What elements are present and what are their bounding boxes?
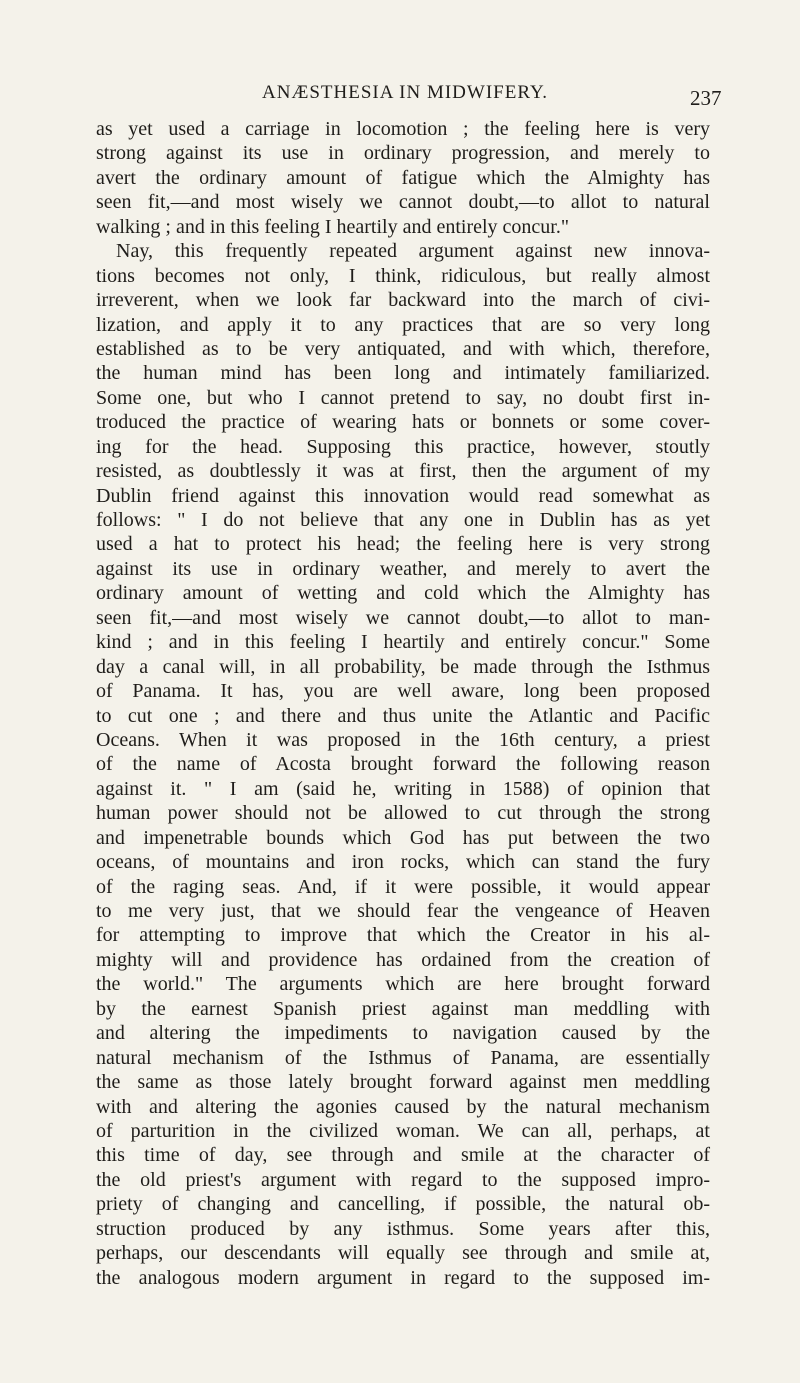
text-line: seen fit,—and most wisely we cannot doubt,—to allot to man-: [96, 606, 710, 629]
text-line: of the name of Acosta brought forward the following reason: [96, 753, 710, 776]
text-line: Some one, but who I cannot pretend to say, no doubt first in-: [96, 386, 710, 409]
text-line: of Panama. It has, you are well aware, long been proposed: [96, 680, 710, 703]
text-line: to cut one ; and there and thus unite the Atlantic and Pacific: [96, 704, 710, 727]
text-line: to me very just, that we should fear the vengeance of Heaven: [96, 900, 710, 922]
text-line: for attempting to improve that which the Creator in his al-: [96, 924, 710, 947]
text-line: ordinary amount of wetting and cold which the Almighty has: [96, 582, 710, 605]
text-line: mighty will and providence has ordained from the creation of: [96, 948, 710, 971]
text-line: oceans, of mountains and iron rocks, which can stand the fury: [96, 851, 710, 874]
text-line: perhaps, our descendants will equally see through and smile at,: [96, 1242, 710, 1265]
text-line: Oceans. When it was proposed in the 16th century, a priest: [96, 728, 710, 751]
text-line: resisted, as doubtlessly it was at first, then the argument of my: [96, 460, 710, 483]
text-line: lization, and apply it to any practices that are so very long: [96, 313, 710, 336]
text-line: the analogous modern argument in regard to the supposed im-: [96, 1266, 710, 1289]
text-line: by the earnest Spanish priest against man meddling with: [96, 997, 710, 1020]
text-line: tions becomes not only, I think, ridiculous, but really almost: [96, 264, 710, 287]
text-line: priety of changing and cancelling, if possible, the natural ob-: [96, 1193, 710, 1216]
text-line: walking ; and in this feeling I heartily and entirely concur.": [96, 215, 570, 238]
text-line: the human mind has been long and intimately familiarized.: [96, 362, 710, 385]
text-line: against it. " I am (said he, writing in 1588) of opinion that: [96, 777, 710, 800]
text-line: human power should not be allowed to cut through the strong: [96, 802, 710, 825]
text-line: as yet used a carriage in locomotion ; the feeling here is very: [96, 118, 710, 140]
text-line: against its use in ordinary weather, and merely to avert the: [96, 557, 710, 580]
text-line: the same as those lately brought forward against men meddling: [96, 1071, 710, 1094]
text-line: this time of day, see through and smile at the character of: [96, 1144, 710, 1167]
running-title: ANÆSTHESIA IN MIDWIFERY.: [262, 82, 548, 103]
running-header: [0, 82, 800, 112]
text-line: with and altering the agonies caused by the natural mechanism: [96, 1095, 710, 1118]
text-line: Dublin friend against this innovation would read somewhat as: [96, 484, 710, 507]
text-line: troduced the practice of wearing hats or bonnets or some cover-: [96, 411, 710, 434]
text-line: follows: " I do not believe that any one in Dublin has as yet: [96, 509, 710, 531]
text-line: irreverent, when we look far backward into the march of civi-: [96, 289, 710, 312]
page-number: 237: [690, 86, 722, 110]
text-line: the world." The arguments which are here brought forward: [96, 973, 710, 996]
text-line: strong against its use in ordinary progression, and merely to: [96, 142, 710, 165]
text-line: seen fit,—and most wisely we cannot doubt,—to allot to natural: [96, 191, 710, 214]
text-line: established as to be very antiquated, and with which, therefore,: [96, 337, 710, 360]
text-line: kind ; and in this feeling I heartily and entirely concur." Some: [96, 631, 710, 654]
text-line: used a hat to protect his head; the feeling here is very strong: [96, 533, 710, 556]
text-line: day a canal will, in all probability, be made through the Isthmus: [96, 655, 710, 678]
text-line: of parturition in the civilized woman. We can all, perhaps, at: [96, 1119, 710, 1142]
text-line: Nay, this frequently repeated argument against new innova-: [116, 240, 710, 263]
text-line: natural mechanism of the Isthmus of Panama, are essentially: [96, 1046, 710, 1069]
text-line: of the raging seas. And, if it were possible, it would appear: [96, 875, 710, 898]
body-text: [96, 117, 710, 1290]
text-line: and altering the impediments to navigation caused by the: [96, 1022, 710, 1045]
text-line: struction produced by any isthmus. Some years after this,: [96, 1217, 710, 1240]
text-line: ing for the head. Supposing this practice, however, stoutly: [96, 435, 710, 458]
text-line: avert the ordinary amount of fatigue which the Almighty has: [96, 166, 710, 189]
text-line: and impenetrable bounds which God has put between the two: [96, 826, 710, 849]
text-line: the old priest's argument with regard to the supposed impro-: [96, 1168, 710, 1191]
